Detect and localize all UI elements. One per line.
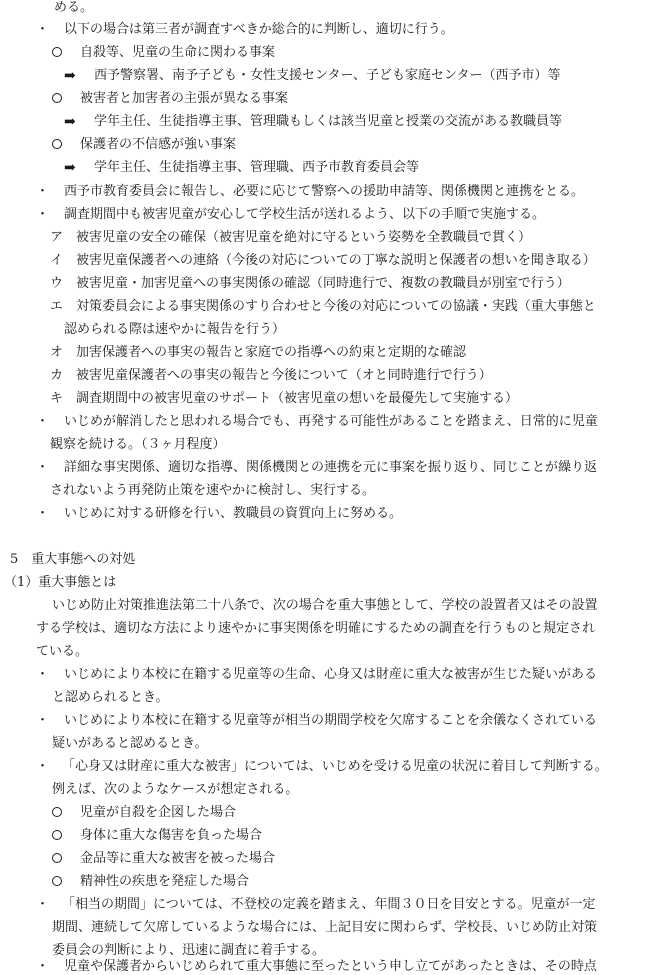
circle-marker — [52, 828, 62, 844]
text-line: 学年主任、生徒指導主事、管理職、西予市教育委員会等 — [94, 160, 420, 175]
case-item: 身体に重大な傷害を負った場合 — [80, 828, 263, 843]
text-line: 調査期間中も被害児童が安心して学校生活が送れるよう、以下の手順で実施する。 — [64, 207, 546, 222]
bullet: ・ — [36, 414, 50, 429]
bullet: ・ — [36, 184, 50, 199]
text-line: 認められる際は速やかに報告を行う） — [64, 322, 286, 337]
bullet: ・ — [36, 897, 50, 912]
text-line: 詳細な事実関係、適切な指導、関係機関との連携を元に事案を振り返り、同じことが繰り返 — [64, 460, 598, 475]
arrow-icon: ➡ — [64, 160, 76, 176]
case-item: 精神性の疾患を発症した場合 — [80, 874, 250, 889]
text-line: 自殺等、児童の生命に関わる事案 — [80, 45, 276, 60]
text-line: と認められるとき。 — [52, 690, 169, 705]
case-item: 金品等に重大な被害を被った場合 — [80, 851, 276, 866]
circle-marker — [52, 874, 62, 890]
bullet: ・ — [36, 713, 50, 728]
text-line: いじめにより本校に在籍する児童等が相当の期間学校を欠席することを余儀なくされている — [64, 713, 598, 728]
arrow-icon: ➡ — [64, 114, 76, 130]
text-line: める。 — [54, 0, 94, 15]
procedure-item: キ 調査期間中の被害児童のサポート（被害児童の想いを最優先して実施する） — [50, 391, 519, 406]
text-line: 疑いがあると認めるとき。 — [52, 736, 208, 751]
procedure-item: ウ 被害児童・加害児童への事実関係の確認（同時進行で、複数の教職員が別室で行う） — [50, 276, 570, 291]
text-line: 観察を続ける。（３ヶ月程度） — [50, 437, 226, 452]
bullet: ・ — [36, 207, 50, 222]
text-line: 委員会の判断により、迅速に調査に着手する。 — [52, 943, 326, 958]
text-line: 例えば、次のようなケースが想定される。 — [52, 782, 299, 797]
bullet: ・ — [36, 667, 50, 682]
procedure-item: カ 被害児童保護者への事実の報告と今後について（オと同時進行で行う） — [50, 368, 492, 383]
text-line: いじめが解消したと思われる場合でも、再発する可能性があることを踏まえ、日常的に児童 — [64, 414, 598, 429]
circle-marker — [52, 805, 62, 821]
paragraph-line: する学校は、適切な方法により速やかに事実関係を明確にするための調査を行うものと規定され — [36, 621, 596, 636]
text-line: されないよう再発防止策を速やかに検討し、実行する。 — [50, 483, 376, 498]
text-line: 児童や保護者からいじめられて重大事態に至ったという申し立てがあったときは、その時点 — [64, 959, 597, 974]
text-line: 西予警察署、南予子ども・女性支援センター、子ども家庭センター（西予市）等 — [94, 68, 561, 83]
procedure-item: ア 被害児童の安全の確保（被害児童を絶対に守るという姿勢を全教職員で貫く） — [50, 230, 532, 245]
bullet: ・ — [36, 959, 50, 974]
circle-marker — [52, 851, 62, 867]
text-line: 西予市教育委員会に報告し、必要に応じて警察への援助申請等、関係機関と連携をとる。 — [64, 184, 585, 199]
bullet: ・ — [36, 506, 50, 521]
text-line: 「心身又は財産に重大な被害」については、いじめを受ける児童の状況に着目して判断する。 — [62, 759, 608, 774]
paragraph-line: いじめ防止対策推進法第二十八条で、次の場合を重大事態として、学校の設置者又はその設置 — [52, 598, 598, 613]
text-line: いじめに対する研修を行い、教職員の資質向上に努める。 — [64, 506, 403, 521]
procedure-item: オ 加害保護者への事実の報告と家庭での指導への約束と定期的な確認 — [50, 345, 467, 360]
bullet: ・ — [36, 22, 50, 37]
text-line: いじめにより本校に在籍する児童等の生命、心身又は財産に重大な被害が生じた疑いがある — [64, 667, 598, 682]
text-line: 「相当の期間」については、不登校の定義を踏まえ、年間３０日を目安とする。児童が一定 — [62, 897, 596, 912]
circle-marker — [52, 45, 62, 61]
subsection-heading: （1）重大事態とは — [4, 575, 117, 590]
arrow-icon: ➡ — [64, 68, 76, 84]
text-line: 学年主任、生徒指導主事、管理職もしくは該当児童と授業の交流がある教職員等 — [94, 114, 563, 129]
paragraph-line: ている。 — [36, 644, 89, 659]
bullet: ・ — [36, 759, 50, 774]
circle-marker — [52, 137, 62, 153]
text-line: 保護者の不信感が強い事案 — [80, 137, 237, 152]
bullet: ・ — [36, 460, 50, 475]
text-line: 被害者と加害者の主張が異なる事案 — [80, 91, 289, 106]
case-item: 児童が自殺を企図した場合 — [80, 805, 237, 820]
circle-marker — [52, 91, 62, 107]
text-line: 以下の場合は第三者が調査すべきか総合的に判断し、適切に行う。 — [64, 22, 454, 37]
text-line: 期間、連続して欠席しているような場合には、上記目安に関わらず、学校長、いじめ防止対策 — [52, 920, 597, 935]
procedure-item: エ 対策委員会による事実関係のすり合わせと今後の対応についての協議・実践（重大事態と — [50, 299, 596, 314]
section-heading: 5 重大事態への対処 — [10, 552, 136, 567]
procedure-item: イ 被害児童保護者への連絡（今後の対応についての丁寧な説明と保護者の想いを聞き取る） — [50, 253, 596, 268]
